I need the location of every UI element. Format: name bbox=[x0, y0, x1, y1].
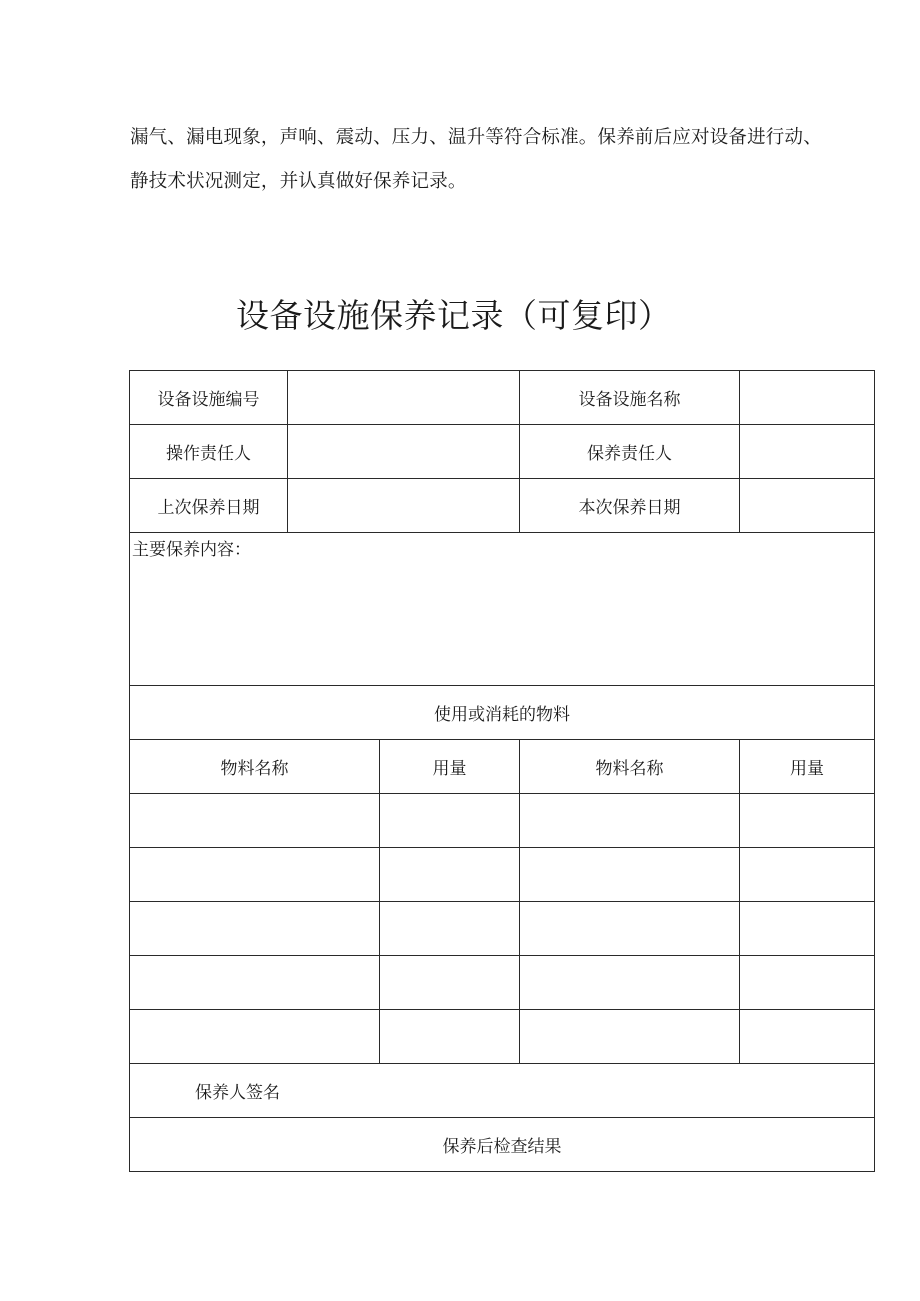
quantity-cell[interactable] bbox=[740, 1010, 875, 1064]
intro-text-line-2: 静技术状况测定，并认真做好保养记录。 bbox=[130, 171, 467, 192]
signature-field[interactable] bbox=[130, 1064, 875, 1118]
quantity-cell[interactable] bbox=[740, 794, 875, 848]
materials-header: 使用或消耗的物料 bbox=[130, 686, 875, 740]
table-row bbox=[130, 1118, 875, 1172]
material-name-cell[interactable] bbox=[520, 956, 740, 1010]
table-row bbox=[130, 902, 875, 956]
this-date-field[interactable] bbox=[740, 479, 875, 533]
intro-text-line-1: 漏气、漏电现象，声响、震动、压力、温升等符合标准。保养前后应对设备进行动、 bbox=[130, 127, 822, 148]
table-row bbox=[130, 371, 875, 425]
table-row bbox=[130, 794, 875, 848]
table-row bbox=[130, 686, 875, 740]
operator-label: 操作责任人 bbox=[130, 425, 288, 479]
content-field[interactable] bbox=[130, 533, 875, 686]
quantity-cell[interactable] bbox=[380, 902, 520, 956]
material-name-col-header: 物料名称 bbox=[130, 740, 380, 794]
maintainer-label: 保养责任人 bbox=[520, 425, 740, 479]
table-row bbox=[130, 425, 875, 479]
equipment-name-field[interactable] bbox=[740, 371, 875, 425]
material-name-cell[interactable] bbox=[130, 956, 380, 1010]
table-row bbox=[130, 1064, 875, 1118]
table-row bbox=[130, 956, 875, 1010]
table-row bbox=[130, 1010, 875, 1064]
quantity-cell[interactable] bbox=[380, 794, 520, 848]
quantity-cell[interactable] bbox=[740, 902, 875, 956]
quantity-col-header-2: 用量 bbox=[740, 740, 875, 794]
quantity-cell[interactable] bbox=[380, 848, 520, 902]
material-name-cell[interactable] bbox=[130, 902, 380, 956]
equipment-no-field[interactable] bbox=[288, 371, 520, 425]
material-name-cell[interactable] bbox=[130, 848, 380, 902]
table-row bbox=[130, 740, 875, 794]
table-row bbox=[130, 479, 875, 533]
material-name-cell[interactable] bbox=[520, 848, 740, 902]
table-row bbox=[130, 848, 875, 902]
equipment-no-label: 设备设施编号 bbox=[130, 371, 288, 425]
material-name-col-header-2: 物料名称 bbox=[520, 740, 740, 794]
maintenance-record-table bbox=[129, 370, 875, 1172]
signature-label: 保养人签名 bbox=[195, 1083, 280, 1103]
material-name-cell[interactable] bbox=[520, 1010, 740, 1064]
maintainer-field[interactable] bbox=[740, 425, 875, 479]
form-title: 设备设施保养记录（可复印） bbox=[236, 296, 672, 335]
content-label: 主要保养内容： bbox=[132, 540, 251, 560]
material-name-cell[interactable] bbox=[520, 902, 740, 956]
quantity-col-header: 用量 bbox=[380, 740, 520, 794]
this-date-label: 本次保养日期 bbox=[520, 479, 740, 533]
material-name-cell[interactable] bbox=[520, 794, 740, 848]
result-label: 保养后检查结果 bbox=[130, 1118, 875, 1172]
equipment-name-label: 设备设施名称 bbox=[520, 371, 740, 425]
table-row bbox=[130, 533, 875, 686]
last-date-field[interactable] bbox=[288, 479, 520, 533]
quantity-cell[interactable] bbox=[380, 956, 520, 1010]
material-name-cell[interactable] bbox=[130, 794, 380, 848]
material-name-cell[interactable] bbox=[130, 1010, 380, 1064]
quantity-cell[interactable] bbox=[380, 1010, 520, 1064]
quantity-cell[interactable] bbox=[740, 848, 875, 902]
last-date-label: 上次保养日期 bbox=[130, 479, 288, 533]
operator-field[interactable] bbox=[288, 425, 520, 479]
quantity-cell[interactable] bbox=[740, 956, 875, 1010]
